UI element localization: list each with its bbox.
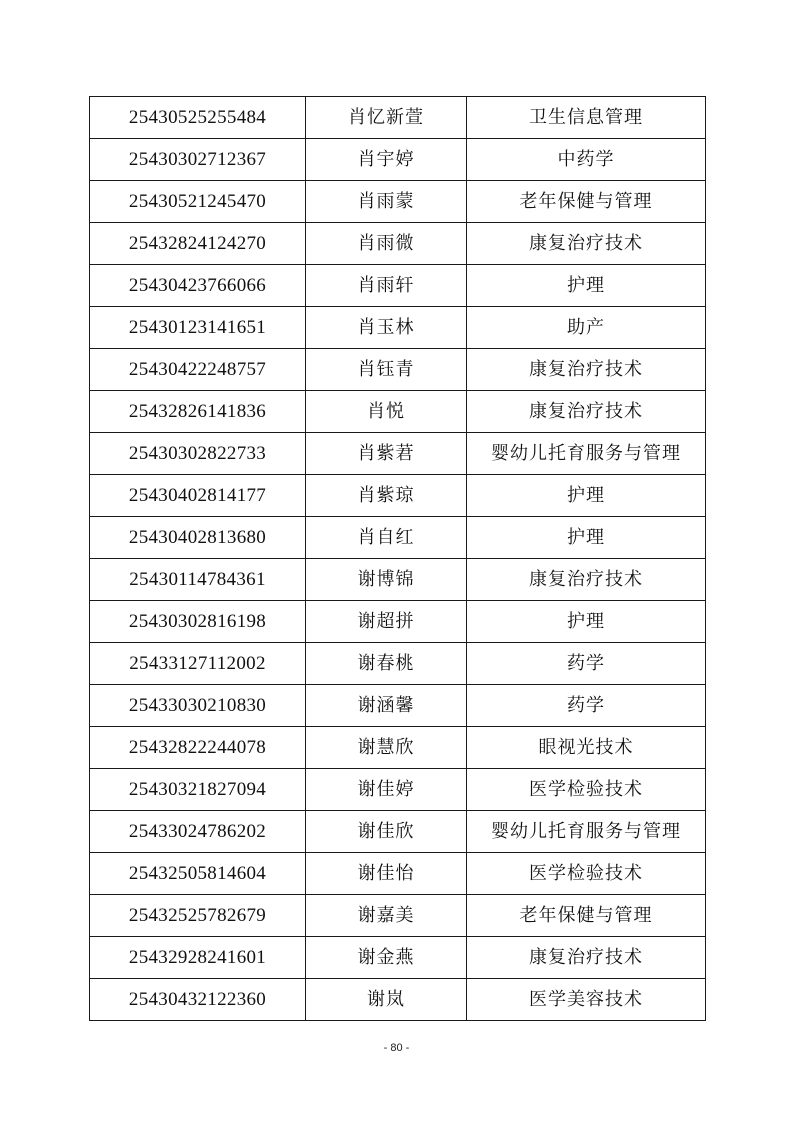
table-row — [90, 97, 706, 139]
student-name-cell: 肖自红 — [306, 517, 467, 559]
table-row — [90, 349, 706, 391]
student-id-cell: 25432505814604 — [90, 853, 306, 895]
student-name-cell: 谢嘉美 — [306, 895, 467, 937]
student-id-cell: 25432826141836 — [90, 391, 306, 433]
table-row — [90, 643, 706, 685]
student-name-cell: 谢金燕 — [306, 937, 467, 979]
table-row — [90, 895, 706, 937]
student-id-cell: 25433030210830 — [90, 685, 306, 727]
student-id-cell: 25430302816198 — [90, 601, 306, 643]
major-cell: 眼视光技术 — [467, 727, 706, 769]
student-name-cell: 谢岚 — [306, 979, 467, 1021]
major-cell: 老年保健与管理 — [467, 181, 706, 223]
major-cell: 医学美容技术 — [467, 979, 706, 1021]
table-row — [90, 811, 706, 853]
major-cell: 康复治疗技术 — [467, 937, 706, 979]
student-name-cell: 谢博锦 — [306, 559, 467, 601]
student-name-cell: 谢佳欣 — [306, 811, 467, 853]
table-body — [90, 97, 706, 1021]
student-name-cell: 肖紫琼 — [306, 475, 467, 517]
student-name-cell: 肖玉林 — [306, 307, 467, 349]
page-number: - 80 - — [383, 1042, 410, 1054]
student-id-cell: 25433127112002 — [90, 643, 306, 685]
major-cell: 卫生信息管理 — [467, 97, 706, 139]
table-row — [90, 517, 706, 559]
student-id-cell: 25430402813680 — [90, 517, 306, 559]
table-row — [90, 181, 706, 223]
major-cell: 护理 — [467, 601, 706, 643]
table-row — [90, 475, 706, 517]
student-id-cell: 25430302712367 — [90, 139, 306, 181]
table-row — [90, 937, 706, 979]
major-cell: 康复治疗技术 — [467, 349, 706, 391]
major-cell: 医学检验技术 — [467, 853, 706, 895]
table-row — [90, 979, 706, 1021]
major-cell: 中药学 — [467, 139, 706, 181]
major-cell: 婴幼儿托育服务与管理 — [467, 433, 706, 475]
student-name-cell: 肖钰青 — [306, 349, 467, 391]
student-name-cell: 谢佳婷 — [306, 769, 467, 811]
student-name-cell: 谢佳怡 — [306, 853, 467, 895]
student-name-cell: 谢春桃 — [306, 643, 467, 685]
major-cell: 医学检验技术 — [467, 769, 706, 811]
table-row — [90, 433, 706, 475]
student-id-cell: 25430123141651 — [90, 307, 306, 349]
major-cell: 药学 — [467, 685, 706, 727]
student-name-cell: 肖忆新萱 — [306, 97, 467, 139]
student-id-cell: 25430525255484 — [90, 97, 306, 139]
table-row — [90, 391, 706, 433]
student-id-cell: 25430423766066 — [90, 265, 306, 307]
student-name-cell: 谢慧欣 — [306, 727, 467, 769]
table-row — [90, 223, 706, 265]
table-row — [90, 685, 706, 727]
student-name-cell: 肖雨轩 — [306, 265, 467, 307]
student-name-cell: 肖宇婷 — [306, 139, 467, 181]
student-name-cell: 肖悦 — [306, 391, 467, 433]
student-id-cell: 25430402814177 — [90, 475, 306, 517]
major-cell: 护理 — [467, 265, 706, 307]
major-cell: 药学 — [467, 643, 706, 685]
student-name-cell: 肖雨微 — [306, 223, 467, 265]
student-id-cell: 25430302822733 — [90, 433, 306, 475]
major-cell: 老年保健与管理 — [467, 895, 706, 937]
table-row — [90, 265, 706, 307]
major-cell: 护理 — [467, 517, 706, 559]
major-cell: 康复治疗技术 — [467, 223, 706, 265]
student-id-cell: 25433024786202 — [90, 811, 306, 853]
student-id-cell: 25430321827094 — [90, 769, 306, 811]
table-row — [90, 853, 706, 895]
table-row — [90, 139, 706, 181]
major-cell: 婴幼儿托育服务与管理 — [467, 811, 706, 853]
table-row — [90, 307, 706, 349]
major-cell: 康复治疗技术 — [467, 559, 706, 601]
student-name-cell: 肖紫莙 — [306, 433, 467, 475]
table-row — [90, 559, 706, 601]
student-name-cell: 肖雨蒙 — [306, 181, 467, 223]
student-list-table — [89, 96, 706, 1021]
student-id-cell: 25432525782679 — [90, 895, 306, 937]
student-id-cell: 25430422248757 — [90, 349, 306, 391]
student-id-cell: 25430521245470 — [90, 181, 306, 223]
student-id-cell: 25430114784361 — [90, 559, 306, 601]
student-id-cell: 25432822244078 — [90, 727, 306, 769]
major-cell: 护理 — [467, 475, 706, 517]
major-cell: 助产 — [467, 307, 706, 349]
student-name-cell: 谢超拼 — [306, 601, 467, 643]
table-row — [90, 727, 706, 769]
table-row — [90, 769, 706, 811]
student-id-cell: 25430432122360 — [90, 979, 306, 1021]
student-id-cell: 25432824124270 — [90, 223, 306, 265]
table-row — [90, 601, 706, 643]
major-cell: 康复治疗技术 — [467, 391, 706, 433]
student-id-cell: 25432928241601 — [90, 937, 306, 979]
student-name-cell: 谢涵馨 — [306, 685, 467, 727]
